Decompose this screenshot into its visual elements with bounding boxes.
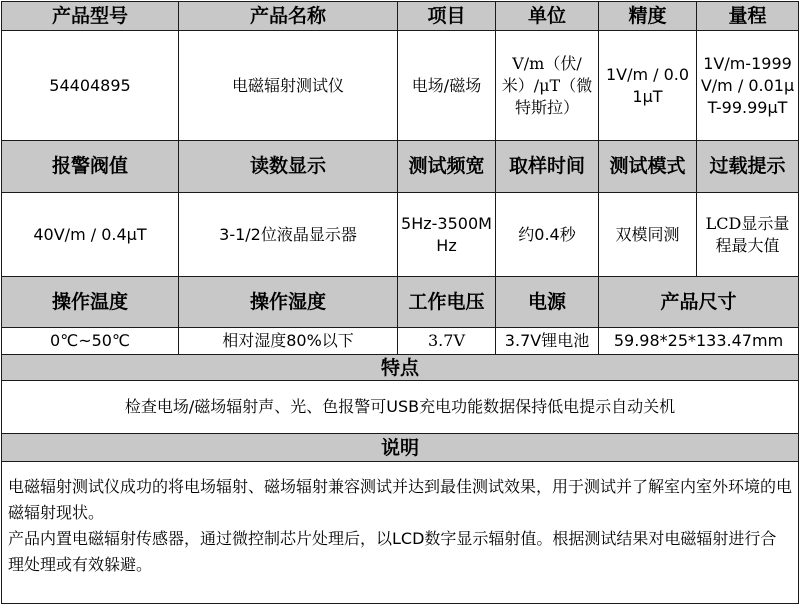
- header-alarm-threshold: 报警阀值: [2, 141, 179, 193]
- header-operating-humidity: 操作湿度: [179, 277, 398, 328]
- cell-test-mode: 双模同测: [599, 193, 697, 277]
- header-overload-indication: 过载提示: [697, 141, 799, 193]
- cell-operating-humidity: 相对湿度80%以下: [179, 328, 398, 355]
- description-paragraph-2: 产品内置电磁辐射传感器，通过微控制芯片处理后，以LCD数字显示辐射值。根据测试结果对电磁辐射进行合理处理或有效躲避。: [8, 529, 777, 574]
- header-sampling-time: 取样时间: [496, 141, 599, 193]
- data-row-2: [2, 193, 799, 277]
- cell-working-voltage: 3.7V: [398, 328, 496, 355]
- header-product-name: 产品名称: [179, 2, 398, 31]
- header-model: 产品型号: [2, 2, 179, 31]
- data-row-1: [2, 31, 799, 141]
- header-row-1: [2, 2, 799, 31]
- description-title: 说明: [2, 434, 799, 462]
- cell-alarm-threshold: 40V/m / 0.4μT: [2, 193, 179, 277]
- header-unit: 单位: [496, 2, 599, 31]
- cell-overload-indication: LCD显示量程最大值: [697, 193, 799, 277]
- header-row-3: [2, 277, 799, 328]
- description-title-row: [2, 434, 799, 462]
- features-text: 检查电场/磁场辐射声、光、色报警可USB充电功能数据保持低电提示自动关机: [2, 381, 799, 434]
- spec-table: [1, 1, 799, 604]
- header-power-supply: 电源: [496, 277, 599, 328]
- header-range: 量程: [697, 2, 799, 31]
- cell-sampling-time: 约0.4秒: [496, 193, 599, 277]
- cell-accuracy: 1V/m / 0.01μT: [599, 31, 697, 141]
- features-title: 特点: [2, 355, 799, 381]
- header-test-bandwidth: 测试频宽: [398, 141, 496, 193]
- cell-power-supply: 3.7V锂电池: [496, 328, 599, 355]
- description-paragraph-1: 电磁辐射测试仪成功的将电场辐射、磁场辐射兼容测试并达到最佳测试效果，用于测试并了解室内室外环境的电磁辐射现状。: [8, 477, 793, 522]
- cell-item: 电场/磁场: [398, 31, 496, 141]
- cell-range: 1V/m-1999V/m / 0.01μT-99.99μT: [697, 31, 799, 141]
- features-row: [2, 381, 799, 434]
- header-working-voltage: 工作电压: [398, 277, 496, 328]
- description-row: [2, 462, 799, 604]
- cell-unit: V/m（伏/米）/μT（微特斯拉）: [496, 31, 599, 141]
- header-reading-display: 读数显示: [179, 141, 398, 193]
- header-product-size: 产品尺寸: [599, 277, 799, 328]
- features-title-row: [2, 355, 799, 381]
- header-item: 项目: [398, 2, 496, 31]
- data-row-3: [2, 328, 799, 355]
- header-test-mode: 测试模式: [599, 141, 697, 193]
- cell-product-name: 电磁辐射测试仪: [179, 31, 398, 141]
- cell-test-bandwidth: 5Hz-3500MHz: [398, 193, 496, 277]
- header-operating-temperature: 操作温度: [2, 277, 179, 328]
- header-accuracy: 精度: [599, 2, 697, 31]
- cell-model: 54404895: [2, 31, 179, 141]
- cell-operating-temperature: 0℃~50℃: [2, 328, 179, 355]
- description-body: [2, 462, 799, 604]
- header-row-2: [2, 141, 799, 193]
- cell-reading-display: 3-1/2位液晶显示器: [179, 193, 398, 277]
- cell-product-size: 59.98*25*133.47mm: [599, 328, 799, 355]
